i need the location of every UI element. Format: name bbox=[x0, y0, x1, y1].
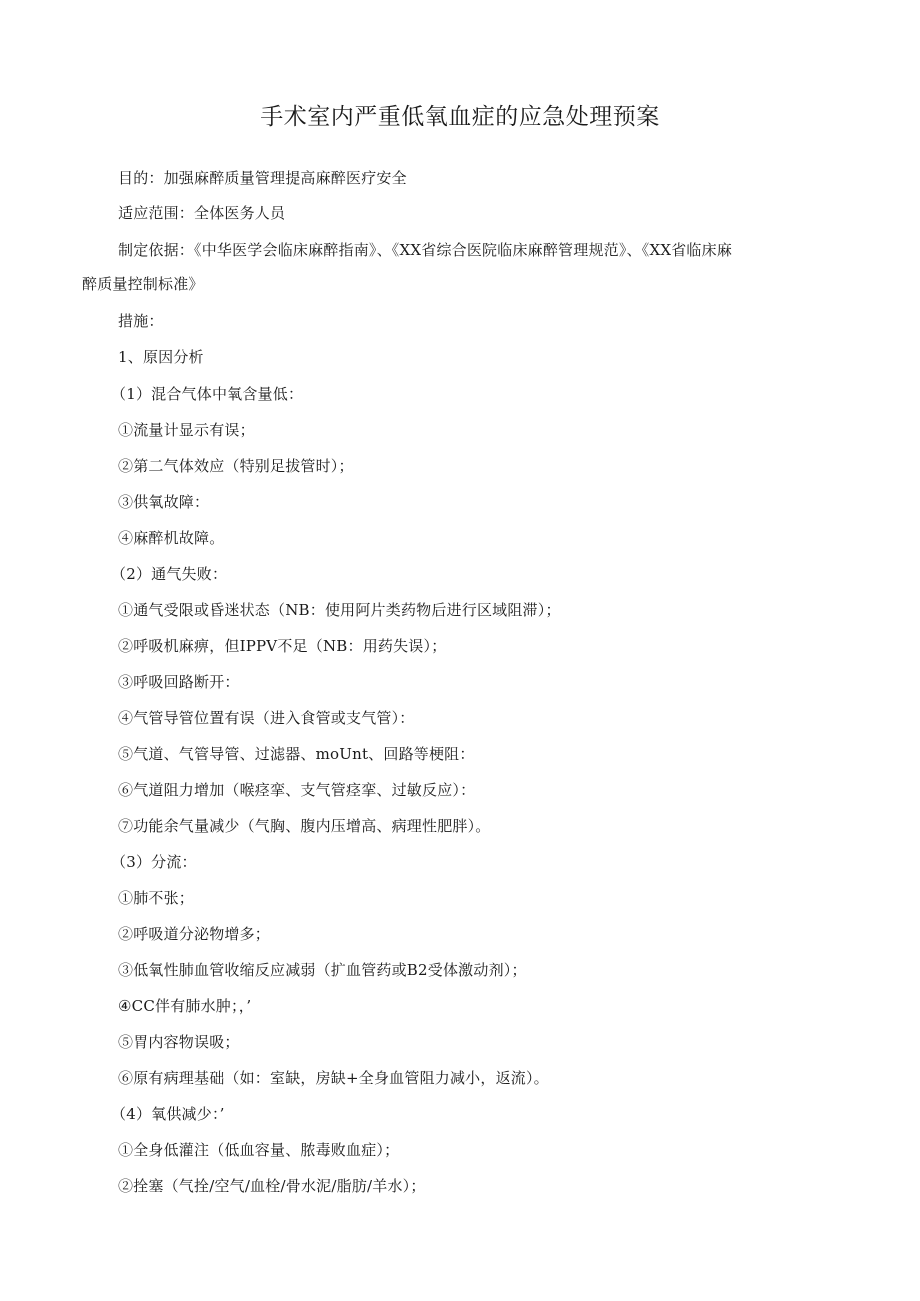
purpose-line: 目的：加强麻醉质量管理提高麻醉医疗安全 bbox=[118, 169, 407, 187]
basis-line-2: 醉质量控制标准》 bbox=[82, 275, 204, 293]
list-item: ②第二气体效应（特别足拔管时）； bbox=[118, 457, 354, 475]
list-item: ①肺不张； bbox=[118, 889, 195, 907]
measures-heading: 措施： bbox=[118, 312, 164, 330]
list-item: ③呼吸回路断开： bbox=[118, 673, 240, 691]
list-item: ①流量计显示有误； bbox=[118, 421, 255, 439]
list-item: ②呼吸道分泌物增多； bbox=[118, 925, 271, 943]
list-item: ①全身低灌注（低血容量、脓毒败血症）； bbox=[118, 1141, 400, 1159]
section-heading-cause-analysis: 1、原因分析 bbox=[118, 348, 204, 366]
list-item: ③供氧故障： bbox=[118, 493, 210, 511]
document-title: 手术室内严重低氧血症的应急处理预案 bbox=[260, 104, 660, 130]
list-item: ⑥气道阻力增加（喉痉挛、支气管痉挛、过敏反应）： bbox=[118, 781, 476, 799]
list-item: ②拴塞（气拴/空气/血栓/骨水泥/脂肪/羊水）； bbox=[118, 1177, 426, 1195]
list-item: ③低氧性肺血管收缩反应减弱（扩血管药或B2受体激动剂）； bbox=[118, 961, 527, 979]
list-item: ④CC伴有肺水肿；，’ bbox=[118, 997, 252, 1015]
list-item: ⑤气道、气管导管、过滤器、moUnt、回路等梗阻： bbox=[118, 745, 475, 763]
list-item: ②呼吸机麻痹，但IPPV不足（NB：用药失误）； bbox=[118, 637, 447, 655]
subsection-heading: （4）氧供减少：’ bbox=[111, 1105, 225, 1123]
scope-line: 适应范围：全体医务人员 bbox=[118, 204, 286, 222]
list-item: ④气管导管位置有误（进入食管或支气管）： bbox=[118, 709, 415, 727]
subsection-heading: （3）分流： bbox=[111, 853, 197, 871]
subsection-heading: （2）通气失败： bbox=[111, 565, 228, 583]
list-item: ⑥原有病理基础（如：室缺，房缺+全身血管阻力减小，返流）。 bbox=[118, 1069, 549, 1087]
list-item: ⑤胃内容物误吸； bbox=[118, 1033, 240, 1051]
list-item: ①通气受限或昏迷状态（NB：使用阿片类药物后进行区域阻滞）； bbox=[118, 601, 561, 619]
basis-line-1: 制定依据：《中华医学会临床麻醉指南》、《XX省综合医院临床麻醉管理规范》、《XX省临床麻 bbox=[118, 241, 733, 259]
subsection-heading: （1）混合气体中氧含量低： bbox=[111, 385, 304, 403]
list-item: ⑦功能余气量减少（气胸、腹内压增高、病理性肥胖）。 bbox=[118, 817, 491, 835]
list-item: ④麻醉机故障。 bbox=[118, 529, 225, 547]
